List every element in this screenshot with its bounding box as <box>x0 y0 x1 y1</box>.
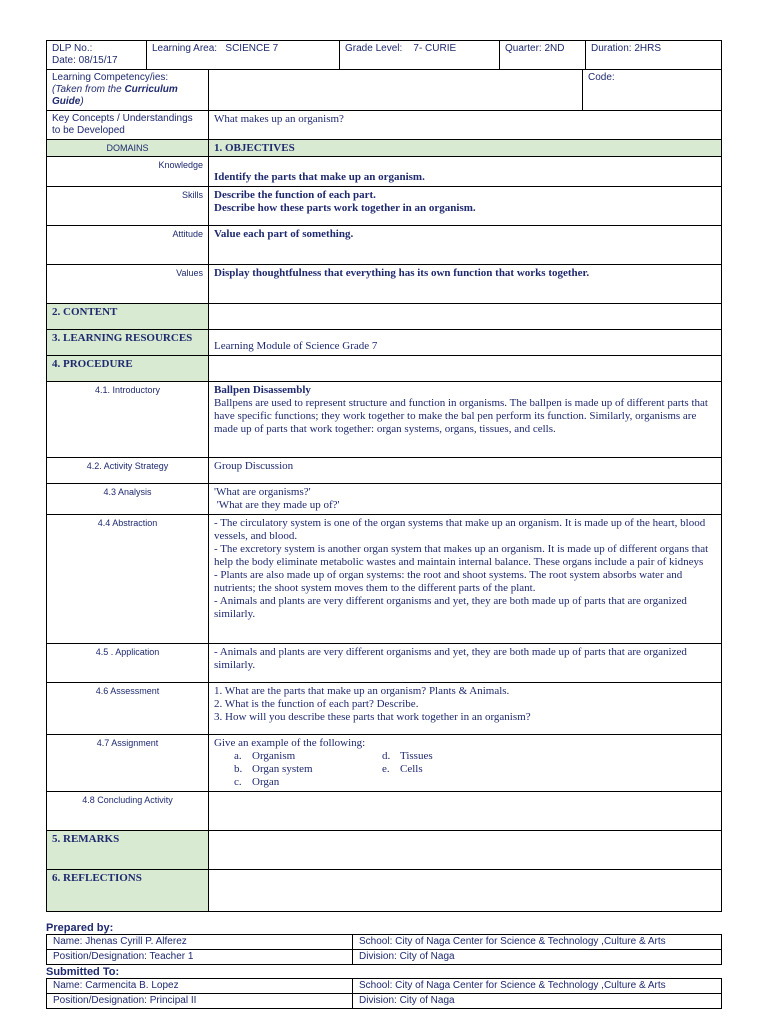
abstraction-label: 4.4 Abstraction <box>47 515 209 644</box>
key-concepts-value: What makes up an organism? <box>209 111 722 140</box>
submitted-to-table <box>46 978 722 1009</box>
procedure-value <box>209 356 722 382</box>
main-table <box>46 69 722 912</box>
remarks-content <box>209 831 722 870</box>
application-content: - Animals and plants are very different organisms and yet, they are both made up of parts that are organized similarly. <box>209 644 722 683</box>
reflections-content <box>209 870 722 912</box>
grade-level-label: Grade Level: <box>345 43 403 54</box>
assignment-list: a. Organism d. Tissues b. Organ system e. Cells c. Organ <box>234 750 433 788</box>
prepared-division: Division: City of Naga <box>353 950 722 965</box>
prepared-by-section <box>46 922 722 965</box>
competency-label-cell <box>47 70 209 111</box>
quarter-cell: Quarter: 2ND <box>500 41 586 70</box>
learning-area-value: SCIENCE 7 <box>225 43 279 54</box>
domain-skills: Skills <box>47 187 209 226</box>
grade-level-cell <box>340 41 500 70</box>
intro-label: 4.1. Introductory <box>47 382 209 458</box>
competency-sublabel: (Taken from the Curriculum Guide) <box>52 84 178 107</box>
duration-cell: Duration: 2HRS <box>586 41 722 70</box>
code-cell: Code: <box>583 70 722 111</box>
intro-content <box>209 382 722 458</box>
domain-attitude: Attitude <box>47 226 209 265</box>
domain-knowledge: Knowledge <box>47 157 209 187</box>
assessment-label: 4.6 Assessment <box>47 683 209 735</box>
analysis-content: 'What are organisms?' 'What are they made up of?' <box>209 484 722 515</box>
dlp-no: DLP No.: <box>52 43 93 54</box>
domains-label: DOMAINS <box>47 140 209 157</box>
objectives-heading: 1. OBJECTIVES <box>209 140 722 157</box>
submitted-to-section <box>46 966 722 1009</box>
dlp-cell <box>47 41 147 70</box>
prepared-position: Position/Designation: Teacher 1 <box>47 950 353 965</box>
reflections-heading: 6. REFLECTIONS <box>47 870 209 912</box>
submitted-name: Name: Carmencita B. Lopez <box>47 979 353 994</box>
submitted-school: School: City of Naga Center for Science & Technology ,Culture & Arts <box>353 979 722 994</box>
prepared-name: Name: Jhenas Cyrill P. Alferez <box>47 935 353 950</box>
concluding-content <box>209 792 722 831</box>
prepared-by-heading: Prepared by: <box>46 922 114 934</box>
prepared-school: School: City of Naga Center for Science & Technology ,Culture & Arts <box>353 935 722 950</box>
date: Date: 08/15/17 <box>52 55 118 66</box>
competency-value-cell <box>209 70 583 111</box>
abstraction-content: - The circulatory system is one of the organ systems that make up an organism. It is made up of the heart, blood vessels, and blood. - The excretory system is another organ system that makes up an organism. It is made up of different organs that help the body eliminate metabolic wastes and maintain internal balance. These organs include a pair of kidneys - Plants are also made up of organ systems: the root and shoot systems. The root system absorbs water and nutrients; the shoot system moves them to the different parts of the plant. - Animals and plants are very different organisms and yet, they are both made up of parts that are organized similarly. <box>209 515 722 644</box>
remarks-heading: 5. REMARKS <box>47 831 209 870</box>
objective-values: Display thoughtfulness that everything has its own function that works together. <box>209 265 722 304</box>
content-heading: 2. CONTENT <box>47 304 209 330</box>
learning-area-cell <box>147 41 340 70</box>
lesson-plan-page <box>46 40 722 1009</box>
resources-value: Learning Module of Science Grade 7 <box>209 330 722 356</box>
intro-text: Ballpens are used to represent structure and function in organisms. The ballpen is made up of different parts that have specific functions; they work together to make the bal pen perform its function. Similarly, organisms are made up of parts that work together: organ systems, organs, tissues, and cells. <box>214 397 708 435</box>
resources-heading: 3. LEARNING RESOURCES <box>47 330 209 356</box>
prepared-by-table <box>46 934 722 965</box>
objective-knowledge: Identify the parts that make up an organism. <box>209 157 722 187</box>
domain-values: Values <box>47 265 209 304</box>
procedure-heading: 4. PROCEDURE <box>47 356 209 382</box>
submitted-position: Position/Designation: Principal II <box>47 994 353 1009</box>
objective-attitude: Value each part of something. <box>209 226 722 265</box>
grade-level-value: 7- CURIE <box>413 43 457 54</box>
activity-label: 4.2. Activity Strategy <box>47 458 209 484</box>
assessment-content: 1. What are the parts that make up an organism? Plants & Animals. 2. What is the function of each part? Describe. 3. How will you describe these parts that work together in an organism? <box>209 683 722 735</box>
analysis-label: 4.3 Analysis <box>47 484 209 515</box>
assignment-label: 4.7 Assignment <box>47 735 209 792</box>
submitted-division: Division: City of Naga <box>353 994 722 1009</box>
assignment-content: Give an example of the following: a. Organism d. Tissues b. Organ system e. Cells c. Organ <box>209 735 722 792</box>
content-value <box>209 304 722 330</box>
objective-skills: Describe the function of each part. Describe how these parts work together in an organism. <box>209 187 722 226</box>
activity-value: Group Discussion <box>209 458 722 484</box>
header-table <box>46 40 722 70</box>
competency-label: Learning Competency/ies: <box>52 72 169 83</box>
learning-area-label: Learning Area: <box>152 43 218 54</box>
submitted-to-heading: Submitted To: <box>46 966 120 978</box>
intro-title: Ballpen Disassembly <box>214 384 311 396</box>
application-label: 4.5 . Application <box>47 644 209 683</box>
key-concepts-label: Key Concepts / Understandings to be Developed <box>47 111 209 140</box>
concluding-label: 4.8 Concluding Activity <box>47 792 209 831</box>
